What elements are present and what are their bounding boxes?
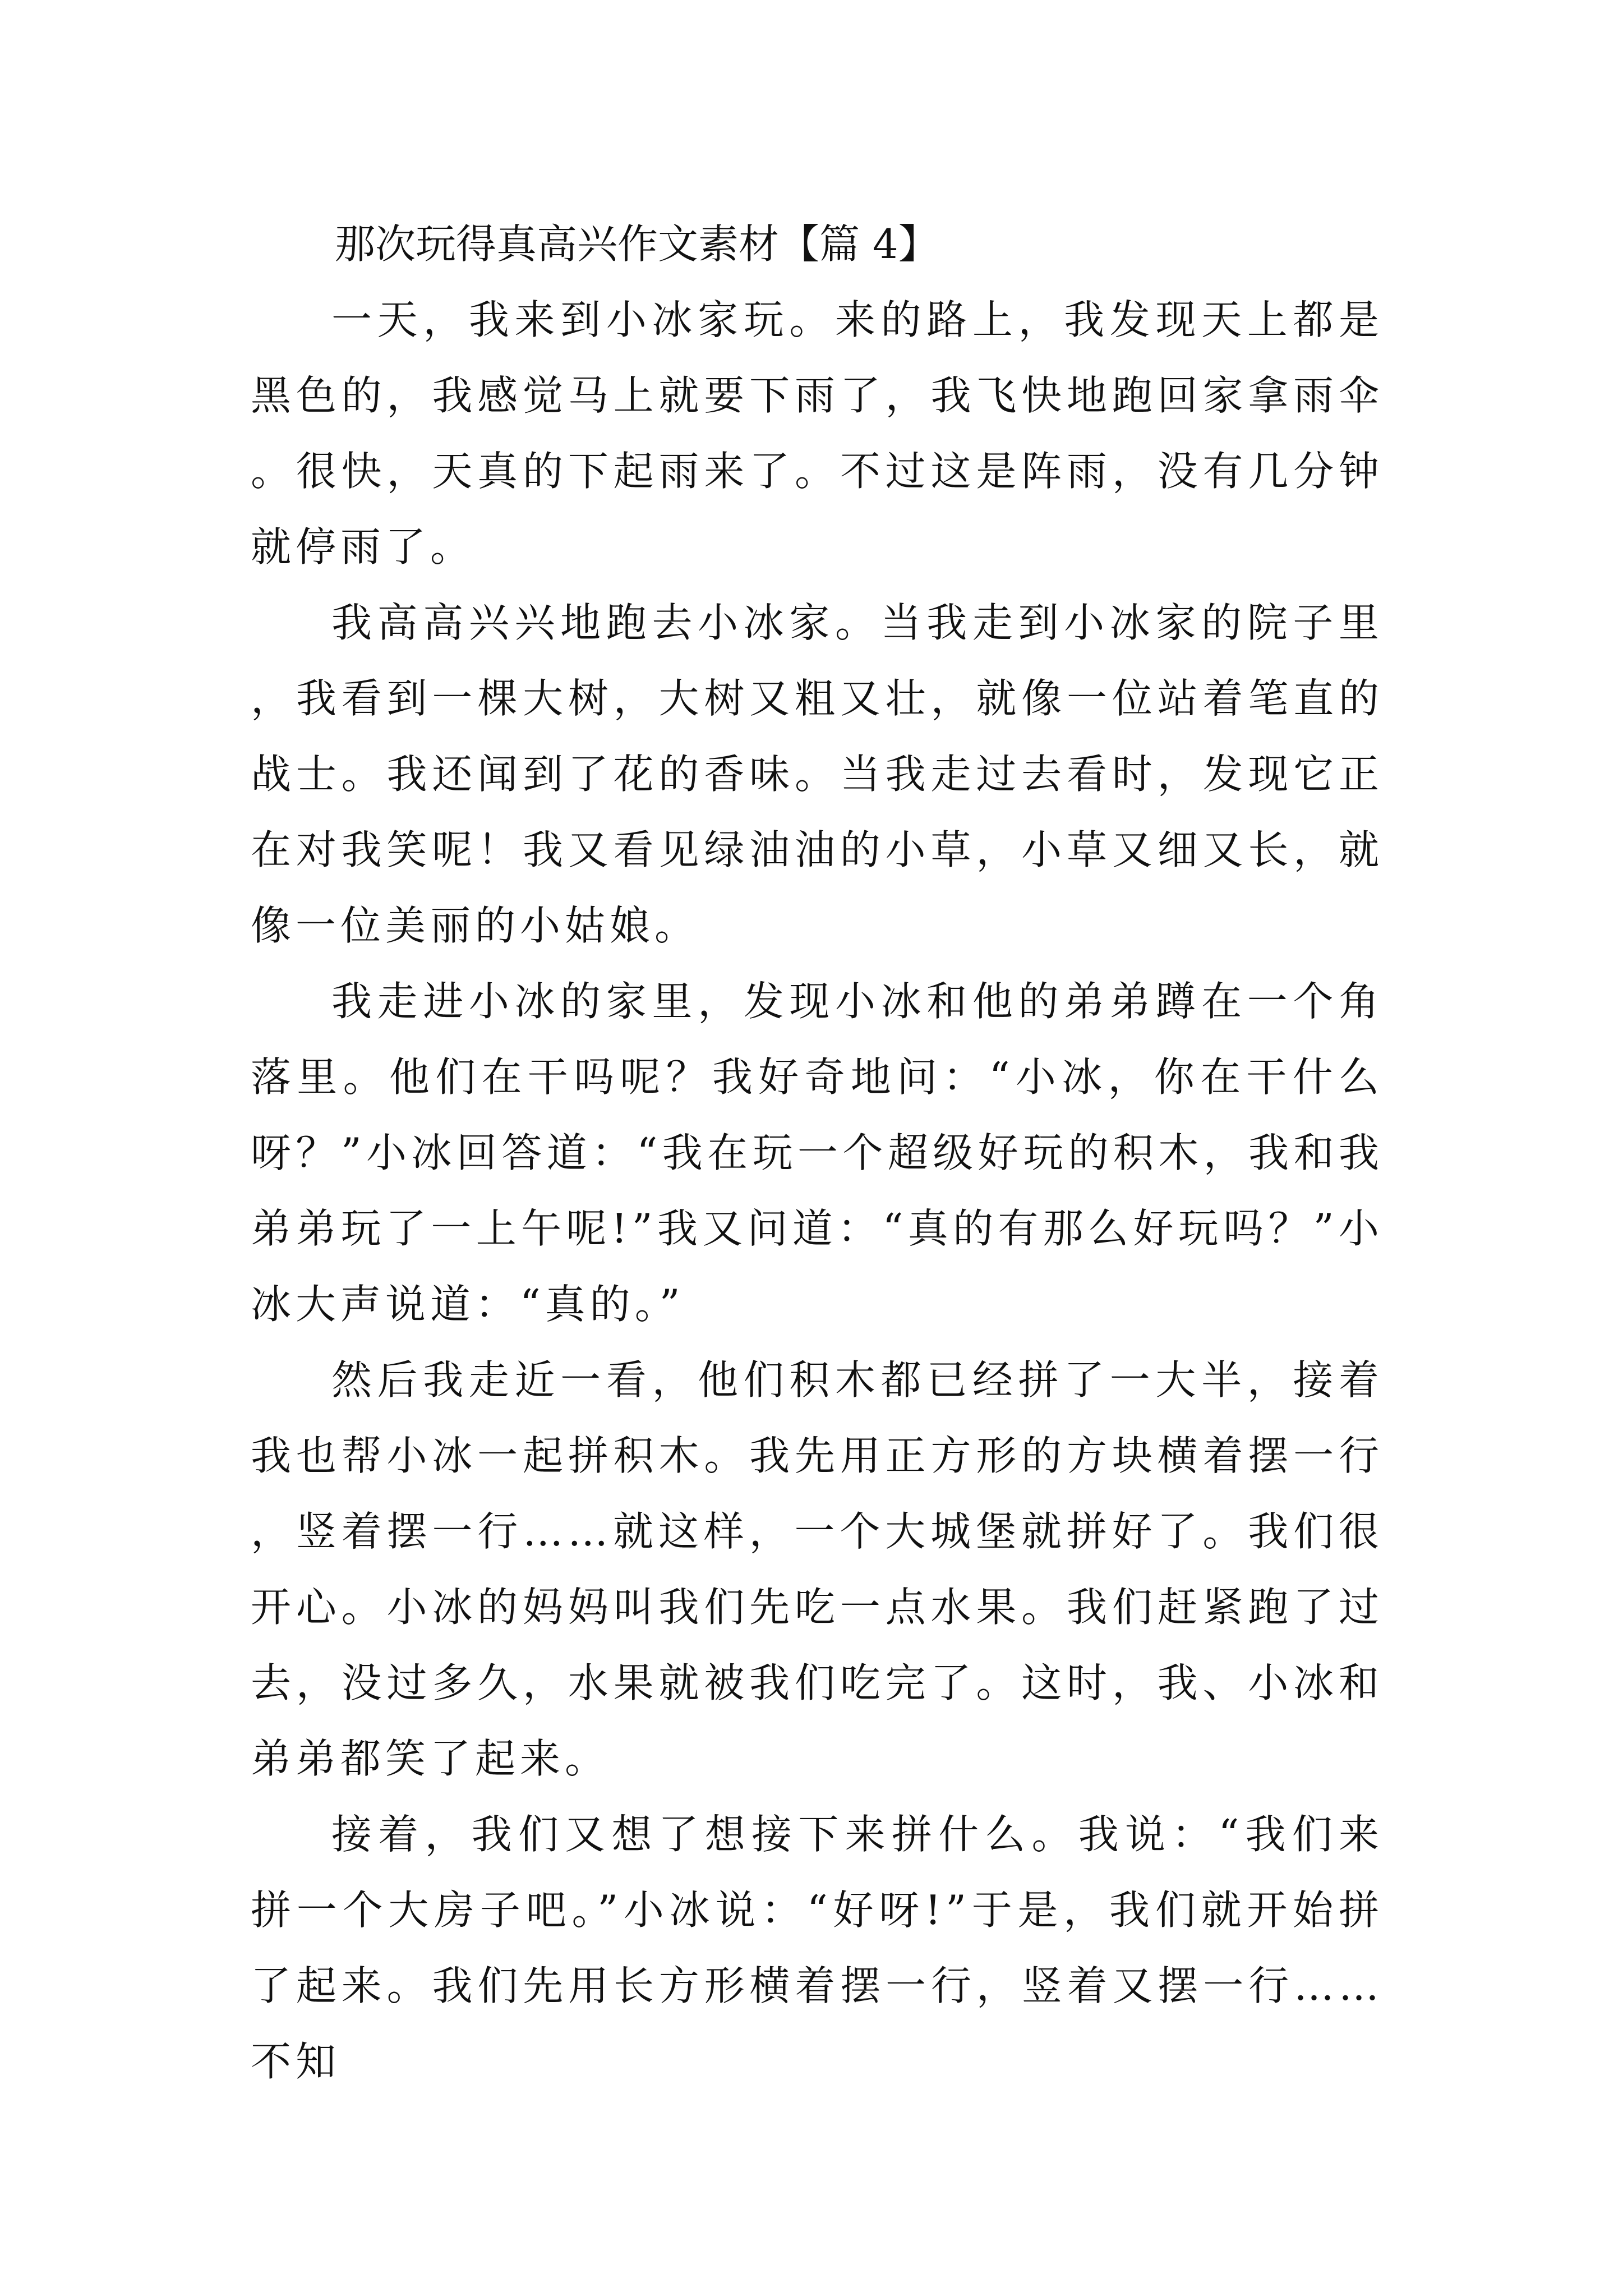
document-title: 那次玩得真高兴作文素材【篇 4】 (335, 220, 939, 268)
paragraph-2: 我高高兴兴地跑去小冰家。当我走到小冰家的院子里，我看到一棵大树，大树又粗又壮，就像一位站着笔直的战士。我还闻到了花的香味。当我走过去看时，发现它正在对我笑呢！我又看见绿油油的小草，小草又细又长，就像一位美丽的小姑娘。 (251, 599, 1384, 949)
paragraph-5: 接着，我们又想了想接下来拼什么。我说：“我们来拼一个大房子吧。”小冰说：“好呀!”于是，我们就开始拼了起来。我们先用长方形横着摆一行，竖着又摆一行……不知 (251, 1811, 1384, 2085)
document-body (251, 206, 1384, 2100)
paragraph-4: 然后我走近一看，他们积木都已经拼了一大半，接着我也帮小冰一起拼积木。我先用正方形的方块横着摆一行，竖着摆一行……就这样，一个大城堡就拼好了。我们很开心。小冰的妈妈叫我们先吃一点水果。我们赶紧跑了过去，没过多久，水果就被我们吃完了。这时，我、小冰和弟弟都笑了起来。 (251, 1356, 1384, 1782)
paragraph-3: 我走进小冰的家里，发现小冰和他的弟弟蹲在一个角落里。他们在干吗呢？我好奇地问：“小冰，你在干什么呀？”小冰回答道：“我在玩一个超级好玩的积木，我和我弟弟玩了一上午呢!”我又问道：“真的有那么好玩吗？”小冰大声说道：“真的。” (251, 978, 1384, 1328)
paragraph-1: 一天，我来到小冰家玩。来的路上，我发现天上都是黑色的，我感觉马上就要下雨了，我飞快地跑回家拿雨伞。很快，天真的下起雨来了。不过这是阵雨，没有几分钟就停雨了。 (251, 296, 1384, 570)
